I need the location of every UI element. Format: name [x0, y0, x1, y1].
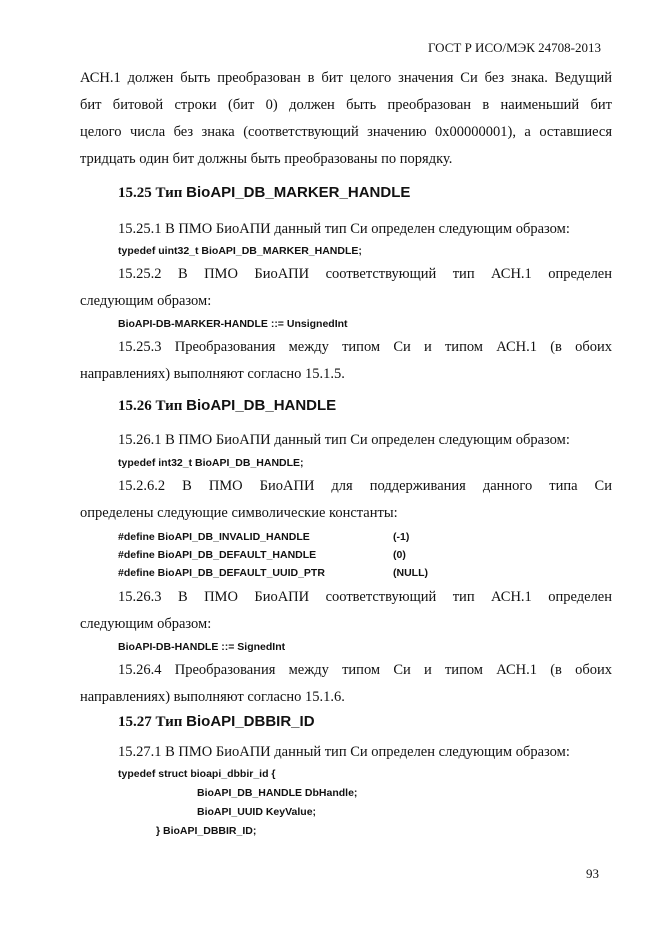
- heading-prefix: 15.25 Тип: [118, 185, 187, 201]
- define-name: #define BioAPI_DB_INVALID_HANDLE: [118, 531, 310, 543]
- section-heading-15-26: [118, 397, 336, 415]
- paragraph-15-27-1: 15.27.1 В ПМО БиоАПИ данный тип Си определен следующим образом:: [118, 744, 570, 760]
- intro-line-3: целого числа без знака (соответствующий значению 0x00000001), а оставшиеся: [80, 124, 612, 140]
- page-number: 93: [586, 866, 599, 881]
- paragraph-15-25-1: 15.25.1 В ПМО БиоАПИ данный тип Си определен следующим образом:: [118, 221, 570, 237]
- heading-type-name: BioAPI_DBBIR_ID: [186, 713, 315, 730]
- section-heading-15-25: [118, 184, 410, 202]
- paragraph-15-25-3-line-1: 15.25.3 Преобразования между типом Си и типом АСН.1 (в обоих: [118, 339, 612, 355]
- code-typedef-db-handle: typedef int32_t BioAPI_DB_HANDLE;: [118, 457, 304, 469]
- document-id-header: ГОСТ Р ИСО/МЭК 24708-2013: [427, 40, 601, 55]
- heading-type-name: BioAPI_DB_MARKER_HANDLE: [186, 184, 411, 201]
- paragraph-15-25-2-line-1: 15.25.2 В ПМО БиоАПИ соответствующий тип АСН.1 определен: [118, 266, 612, 282]
- define-name: #define BioAPI_DB_DEFAULT_UUID_PTR: [118, 567, 325, 579]
- heading-prefix: 15.26 Тип: [118, 398, 187, 414]
- define-name: #define BioAPI_DB_DEFAULT_HANDLE: [118, 549, 317, 561]
- code-struct-field-keyvalue: BioAPI_UUID KeyValue;: [197, 806, 317, 818]
- paragraph-15-26-3-line-2: следующим образом:: [80, 616, 212, 632]
- section-heading-15-27: [118, 713, 315, 731]
- code-typedef-marker-handle: typedef uint32_t BioAPI_DB_MARKER_HANDLE;: [118, 245, 362, 257]
- paragraph-15-26-1: 15.26.1 В ПМО БиоАПИ данный тип Си определен следующим образом:: [118, 432, 570, 448]
- code-asn1-marker-handle: BioAPI-DB-MARKER-HANDLE ::= UnsignedInt: [118, 318, 348, 330]
- code-struct-open: typedef struct bioapi_dbbir_id {: [118, 768, 276, 780]
- intro-line-1: АСН.1 должен быть преобразован в бит целого значения Си без знака. Ведущий: [80, 70, 612, 86]
- define-value: (-1): [393, 531, 410, 543]
- define-value: (0): [393, 549, 406, 561]
- heading-type-name: BioAPI_DB_HANDLE: [186, 397, 337, 414]
- heading-prefix: 15.27 Тип: [118, 714, 187, 730]
- intro-line-2: бит битовой строки (бит 0) должен быть преобразован в наименьший бит: [80, 97, 612, 113]
- define-value: (NULL): [393, 567, 428, 579]
- code-struct-field-dbhandle: BioAPI_DB_HANDLE DbHandle;: [197, 787, 358, 799]
- paragraph-15-26-3-line-1: 15.26.3 В ПМО БиоАПИ соответствующий тип АСН.1 определен: [118, 589, 612, 605]
- paragraph-15-26-4-line-2: направлениях) выполняют согласно 15.1.6.: [80, 689, 345, 705]
- code-asn1-db-handle: BioAPI-DB-HANDLE ::= SignedInt: [118, 641, 286, 653]
- paragraph-15-26-4-line-1: 15.26.4 Преобразования между типом Си и типом АСН.1 (в обоих: [118, 662, 612, 678]
- paragraph-15-25-2-line-2: следующим образом:: [80, 293, 212, 309]
- intro-line-4: тридцать один бит должны быть преобразованы по порядку.: [80, 151, 453, 167]
- paragraph-15-26-2-line-1: 15.2.6.2 В ПМО БиоАПИ для поддерживания данного типа Си: [118, 478, 612, 494]
- paragraph-15-25-3-line-2: направлениях) выполняют согласно 15.1.5.: [80, 366, 345, 382]
- paragraph-15-26-2-line-2: определены следующие символические константы:: [80, 505, 398, 521]
- code-struct-close: } BioAPI_DBBIR_ID;: [156, 825, 257, 837]
